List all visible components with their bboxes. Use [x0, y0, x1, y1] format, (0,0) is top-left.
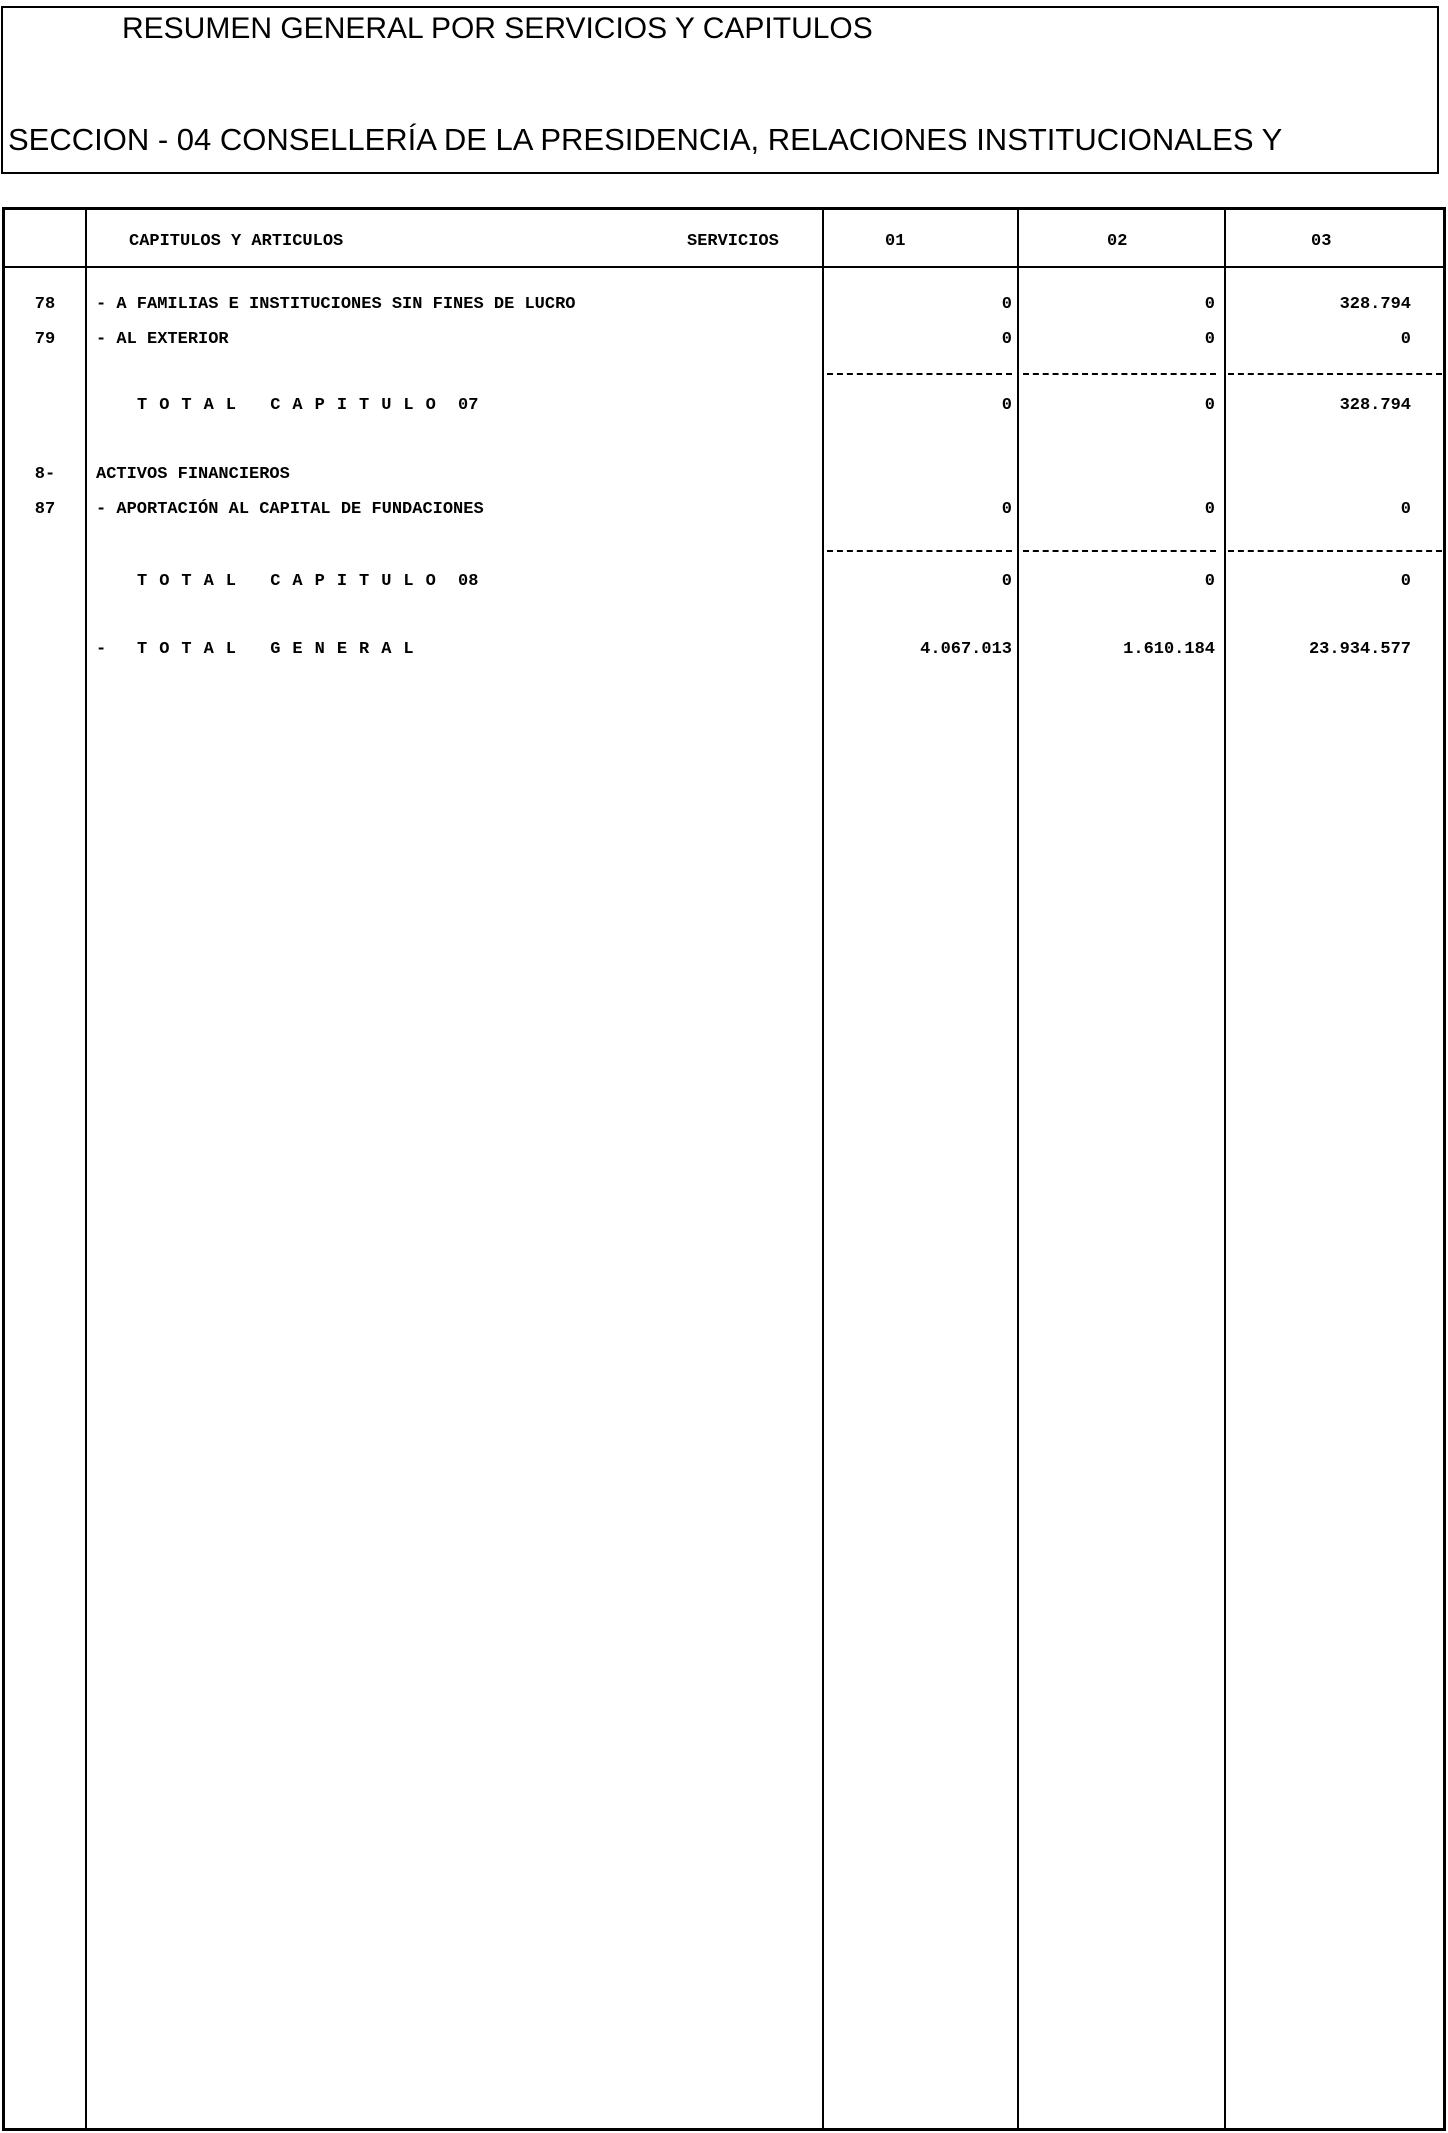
value-03: 23.934.577 — [1308, 640, 1411, 659]
table-row — [5, 465, 1443, 489]
subtotal-rule — [1023, 373, 1216, 375]
header-col-03: 03 — [1311, 232, 1332, 251]
row-label: TOTAL CAPITULO — [137, 572, 448, 591]
subtotal-rule — [827, 550, 1012, 552]
row-code: 8- — [34, 465, 56, 484]
column-divider — [1224, 210, 1226, 2128]
value-01: 0 — [1001, 500, 1012, 519]
row-label: ACTIVOS FINANCIEROS — [96, 465, 290, 484]
subtotal-rule — [827, 373, 1012, 375]
value-01: 0 — [1001, 396, 1012, 415]
table-row — [5, 295, 1443, 319]
value-01: 0 — [1001, 330, 1012, 349]
value-02: 1.610.184 — [1123, 640, 1215, 659]
column-divider — [1017, 210, 1019, 2128]
row-label: TOTAL GENERAL — [137, 640, 426, 659]
report-title: RESUMEN GENERAL POR SERVICIOS Y CAPITULOS — [122, 12, 873, 45]
value-02: 0 — [1204, 295, 1215, 314]
subtotal-rule — [1228, 373, 1442, 375]
row-label: - APORTACIÓN AL CAPITAL DE FUNDACIONES — [96, 500, 484, 519]
chapter-number: 07 — [458, 396, 479, 415]
value-01: 4.067.013 — [920, 640, 1012, 659]
section-title: SECCION - 04 CONSELLERÍA DE LA PRESIDENCIA, RELACIONES INSTITUCIONALES Y — [8, 122, 1283, 157]
summary-table — [2, 207, 1446, 2131]
chapter-number: 08 — [458, 572, 479, 591]
value-02: 0 — [1204, 396, 1215, 415]
row-code: 79 — [34, 330, 56, 349]
value-03: 328.794 — [1339, 295, 1411, 314]
value-03: 0 — [1400, 572, 1411, 591]
header-servicios: SERVICIOS — [687, 232, 779, 251]
table-row — [5, 330, 1443, 354]
report-header — [1, 6, 1439, 174]
subtotal-rule — [1228, 550, 1442, 552]
row-label: TOTAL CAPITULO — [137, 396, 448, 415]
row-prefix: - — [96, 640, 107, 659]
row-code: 87 — [34, 500, 56, 519]
column-divider — [822, 210, 824, 2128]
value-03: 0 — [1400, 330, 1411, 349]
table-row — [5, 572, 1443, 596]
header-capitulos: CAPITULOS Y ARTICULOS — [129, 232, 344, 251]
value-02: 0 — [1204, 572, 1215, 591]
value-02: 0 — [1204, 500, 1215, 519]
table-row — [5, 640, 1443, 664]
table-row — [5, 396, 1443, 420]
value-01: 0 — [1001, 572, 1012, 591]
value-03: 328.794 — [1339, 396, 1411, 415]
row-label: - AL EXTERIOR — [96, 330, 229, 349]
subtotal-rule — [1023, 550, 1216, 552]
header-col-02: 02 — [1107, 232, 1128, 251]
row-label: - A FAMILIAS E INSTITUCIONES SIN FINES DE LUCRO — [96, 295, 576, 314]
column-divider — [85, 210, 87, 2128]
value-02: 0 — [1204, 330, 1215, 349]
value-03: 0 — [1400, 500, 1411, 519]
header-col-01: 01 — [885, 232, 906, 251]
table-row — [5, 500, 1443, 524]
row-code: 78 — [34, 295, 56, 314]
value-01: 0 — [1001, 295, 1012, 314]
header-separator — [5, 266, 1443, 268]
